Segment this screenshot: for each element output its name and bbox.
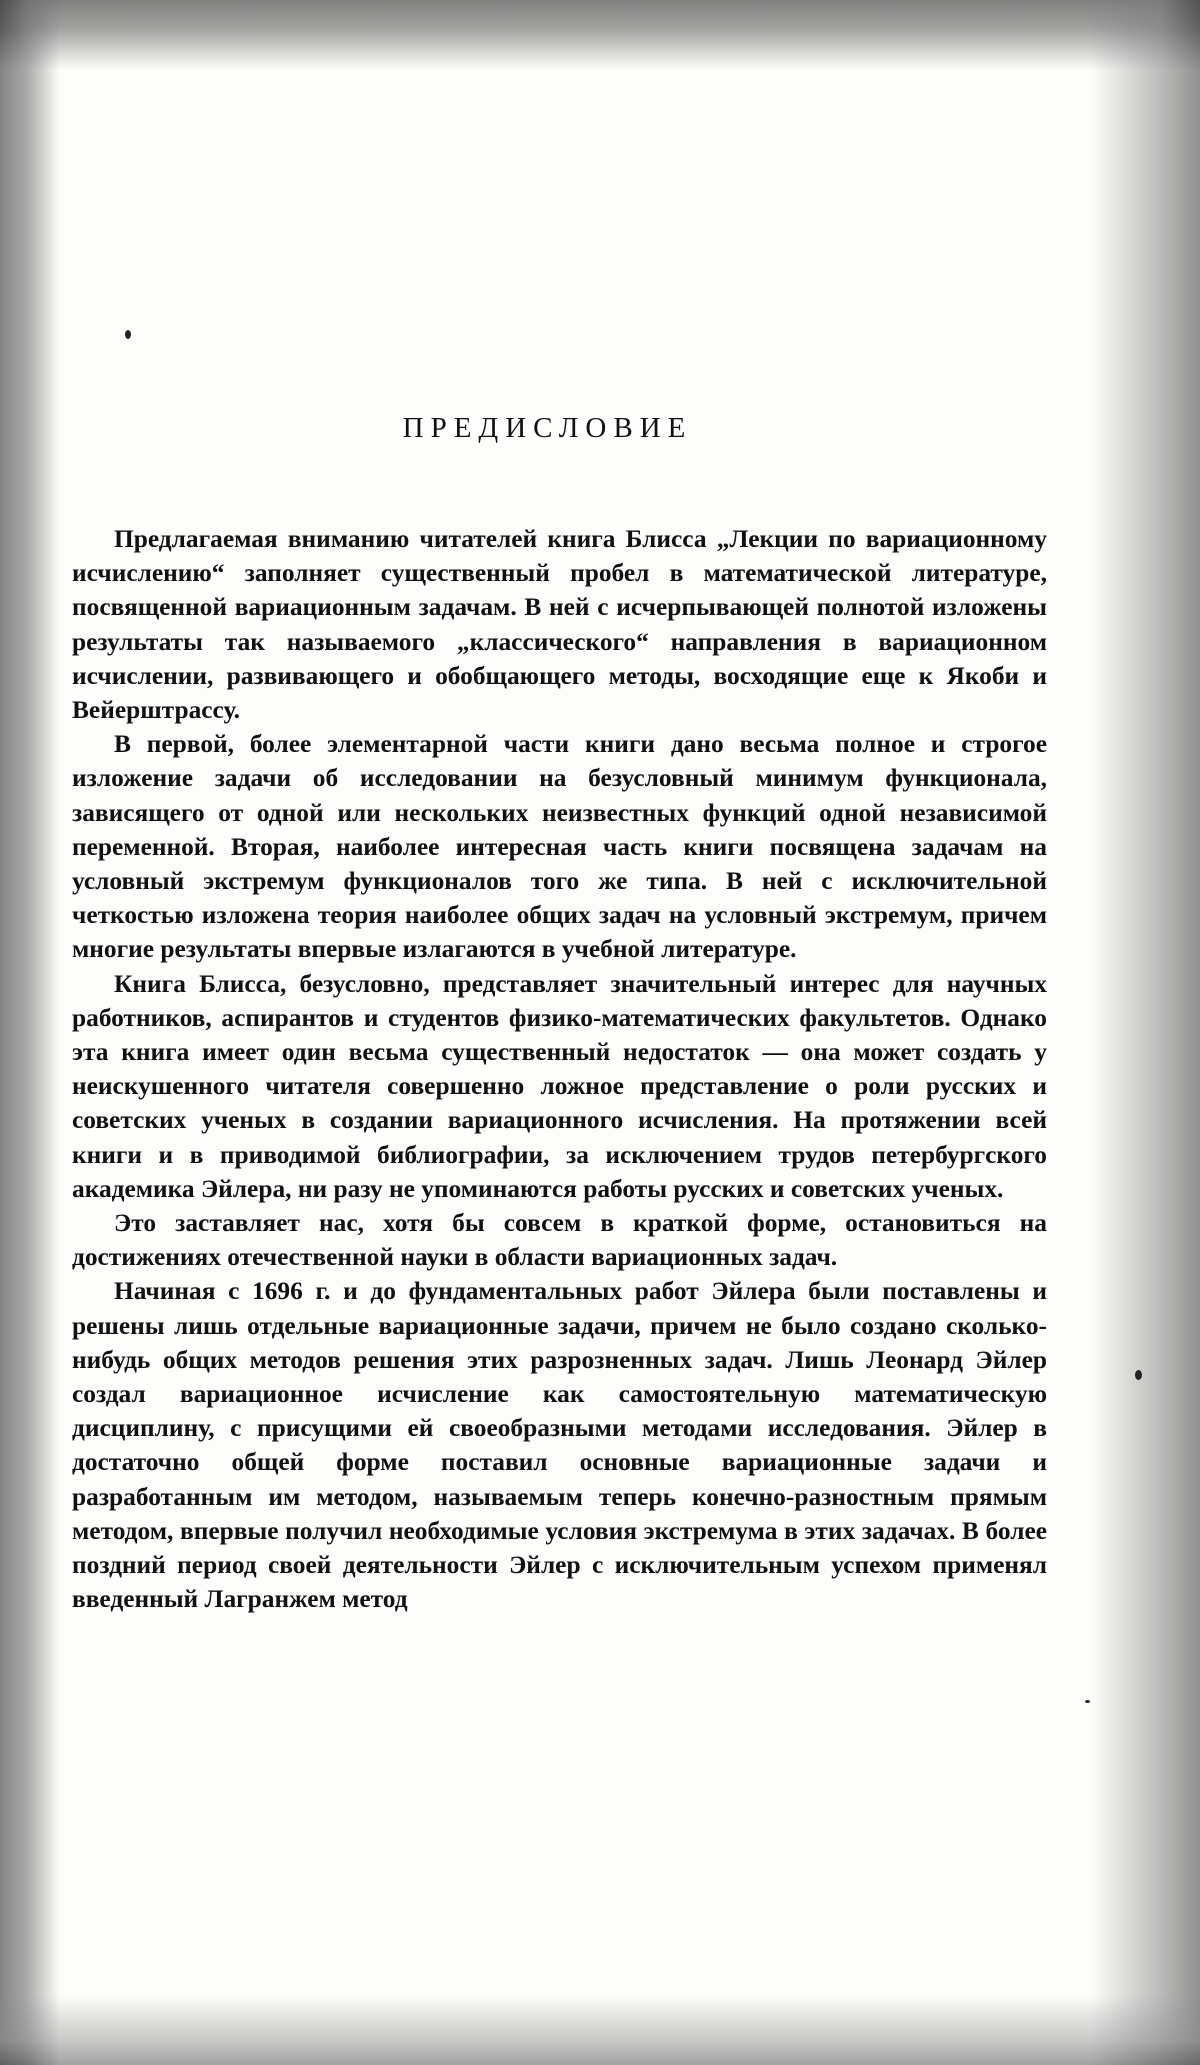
scan-edge-top [0,0,1200,70]
ink-speck [1135,1370,1142,1380]
paragraph: В первой, более элементарной части книги дано весьма полное и строгое изложение задачи об исследовании на безусловный минимум функционала, зависящего от одной или нескольких неизвестных функций одной независимой переменной. Вторая, наиболее интересная часть книги посвящена задачам на условный экстремум функционалов того же типа. В ней с исключительной четкостью изложена теория наиболее общих задач на условный экстремум, причем многие результаты впервые излагаются в учебной литературе. [72,730,1047,964]
paragraph: Это заставляет нас, хотя бы совсем в краткой форме, остановиться на достижениях отечественной науки в области вариационных задач. [72,1209,1047,1272]
scan-edge-right [1090,0,1200,2065]
paragraph: Предлагаемая вниманию читателей книга Блисса „Лекции по вариационному исчислению“ заполняет существенный пробел в математической литературе, посвященной вариационным задачам. В ней с исчерпывающей полнотой изложены результаты так называемого „классического“ направления в вариационном исчислении, развивающего и обобщающего методы, восходящие еще к Якоби и Вейерштрассу. [72,525,1047,725]
paragraph: Начиная с 1696 г. и до фундаментальных работ Эйлера были поставлены и решены лишь отдельные вариационные задачи, причем не было создано сколько-нибудь общих методов решения этих разрозненных задач. Лишь Леонард Эйлер создал вариационное исчисление как самостоятельную математическую дисциплину, с присущими ей своеобразными методами исследования. Эйлер в достаточно общей форме поставил основные вариационные задачи и разработанным им методом, называемым теперь конечно-разностным прямым методом, впервые получил необходимые условия экстремума в этих задачах. В более поздний период своей деятельности Эйлер с исключительным успехом применял введенный Лагранжем метод [72,1277,1047,1614]
ink-speck [125,330,131,339]
body-text [72,522,1047,1617]
ink-speck [1085,1700,1090,1703]
scan-edge-bottom [0,1995,1200,2065]
page-title: ПРЕДИСЛОВИЕ [402,412,693,444]
paragraph: Книга Блисса, безусловно, представляет значительный интерес для научных работников, аспирантов и студентов физико-математических факультетов. Однако эта книга имеет один весьма существенный недостаток — она может создать у неискушенного читателя совершенно ложное представление о роли русских и советских ученых в создании вариационного исчисления. На протяжении всей книги и в приводимой библиографии, за исключением трудов петербургского академика Эйлера, ни разу не упоминаются работы русских и советских ученых. [72,969,1047,1203]
scan-edge-left [0,0,60,2065]
